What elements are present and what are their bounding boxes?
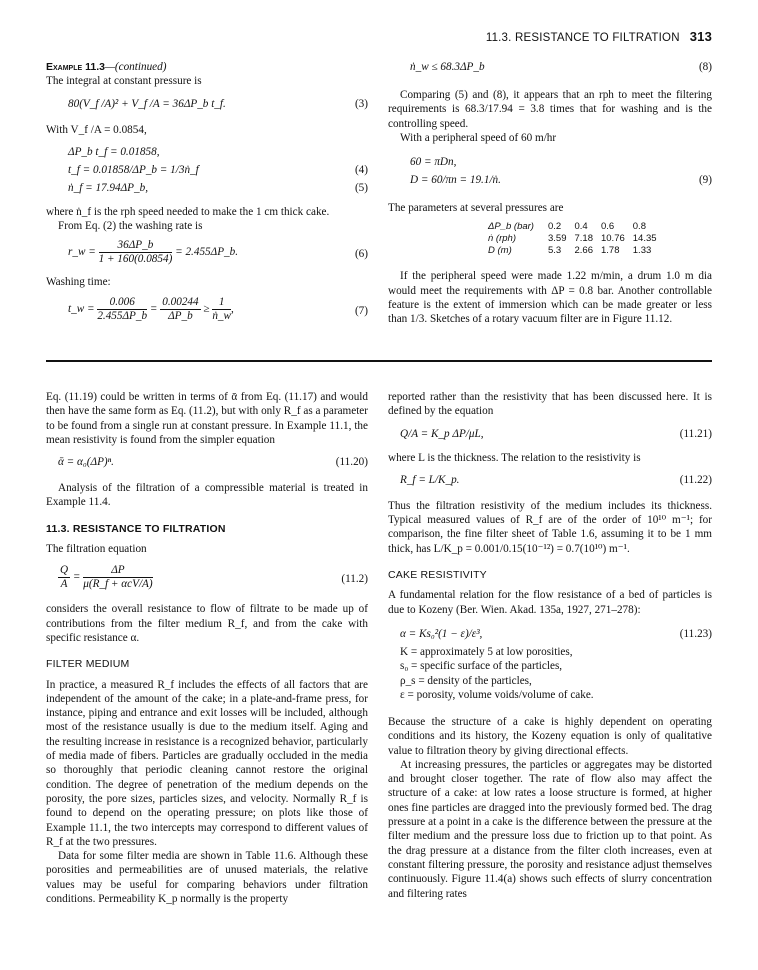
equation-11-21-math: Q/A = K_p ΔP/μL, — [400, 427, 484, 440]
pressure-effects-paragraph: At increasing pressures, the particles or aggregates may be distorted and brought closer together. The rate of flow also may affect the structure of a cake: at low rates a loose structure is formed, at higher ones fine particles are dragged into the previously formed bed. The drag pressure at a point in a cake is the difference between the pressure at the filter medium and the pressure loss due to friction up to that point. As the drag pressure at a distance from the filter cloth increases, even at constant filtering pressure, the porosity and resistance adjust themselves continuously. Figure 11.4(a) shows such effects of slurry concentration and filtering rates — [388, 758, 712, 900]
equation-9-math: D = 60/πn = 19.1/ṅ. — [410, 174, 501, 187]
parameters-cell: 2.66 — [574, 245, 593, 257]
running-header — [486, 30, 712, 45]
equation-7-f2-top: 0.00244 — [162, 295, 199, 308]
equation-3 — [68, 97, 368, 115]
kozeny-paragraph: A fundamental relation for the flow resistance of a bed of particles is due to Kozeny (Ber. Wien. Akad. 135a, 1927, 271–278): — [388, 589, 712, 616]
example-continued: —(continued) — [104, 61, 167, 73]
definitions-list — [400, 645, 712, 703]
parameters-table — [484, 221, 661, 257]
equation-7-fraction-2 — [160, 296, 200, 323]
equation-8 — [410, 60, 712, 78]
equation-11-2-rhs-bottom: μ(R_f + αcV/A) — [83, 578, 153, 591]
washing-text: Washing time: — [46, 276, 111, 289]
peripheral-speed-text: With a peripheral speed of 60 m/hr — [400, 131, 557, 144]
equation-11-2-lhs-top: Q — [60, 564, 69, 577]
definition-item: ε = porosity, volume voids/volume of cake. — [400, 689, 594, 702]
filter-medium-paragraph: In practice, a measured R_f includes the effects of all factors that are independent of the amount of the cake; in a plate-and-frame press, for instance, piping and entrance and exit losses will be included, although most of the resistance usually is due to the medium itself. Aging and the resulting increase in resistance is a recognized behavior, particularly of media made of fibers. Particles are gradually occluded in the media so thoroughly that periodic cleaning cannot restore the original condition. The degree of penetration of the medium depends on the porosity, the pore sizes, particles sizes, and velocity. Normally R_f is found to depend on the operating pressure; on plots like those of Example 11.1, the two intercepts may correspond to different values of R_f at the two pressures. — [46, 678, 368, 848]
parameters-cell: 1.33 — [632, 245, 652, 257]
section-title: 11.3. RESISTANCE TO FILTRATION — [46, 522, 226, 535]
equation-6-numerator: 36ΔP_b — [99, 239, 173, 253]
equation-7-lhs: t_w = — [68, 302, 95, 315]
equation-6-lhs: r_w = — [68, 246, 96, 259]
equation-11-2: $\frac{Q}{A}$ = $\frac{\Delta P}{\text{μ(R\_f + αcV/A)}}$ (11.2) — [60, 564, 368, 591]
permeability-paragraph: reported rather than the resistivity that has been discussed here. It is defined by the equation — [388, 391, 712, 418]
top-right-column — [388, 60, 712, 327]
where-text: where ṅ_f is the rph speed needed to make the 1 cm thick cake. — [46, 205, 330, 218]
resistivity-paragraph: Thus the filtration resistivity of the medium includes its thickness. Typical measured values of R_f are of the order of 10¹⁰ m⁻¹; for comparison, the fine filter sheet of Table 1.6, assuming it to be 1 mm thick, has L/K_p = 0.001/0.15(10⁻¹²) = 0.7(10¹⁰) m⁻¹. — [388, 499, 712, 555]
equation-8-math: ṅ_w ≤ 68.3ΔP_b — [410, 61, 485, 73]
integral-text: The integral at constant pressure is — [46, 75, 202, 88]
parameters-label: ṅ (rph) — [488, 233, 516, 245]
compressible-paragraph: Analysis of the filtration of a compressible material is treated in Example 11.4. — [46, 482, 368, 509]
parameters-cell: 0.4 — [574, 221, 588, 233]
equation-11-20-number: (11.20) — [335, 456, 368, 469]
equation-9-number: (9) — [698, 174, 712, 187]
section-divider — [46, 360, 712, 362]
equation-11-20-math: ᾱ = α₀(ΔP)ⁿ. — [58, 456, 114, 469]
parameters-label: ΔP_b (bar) — [488, 221, 534, 233]
equation-7-fraction-1 — [97, 296, 147, 323]
equation-11-21-number: (11.21) — [679, 427, 712, 440]
equation-7-f3-bottom: ṅ_w — [212, 309, 231, 322]
equation-11-22 — [400, 473, 712, 491]
equation-9 — [410, 173, 712, 191]
equation-11-22-math: R_f = L/K_p. — [400, 473, 460, 486]
equation-4 — [68, 163, 368, 181]
equation-11-21 — [400, 427, 712, 445]
parameters-cell: 0.6 — [600, 221, 615, 233]
definition-item: s₀ = specific surface of the particles, — [400, 660, 563, 673]
equation-7: t_w = $\frac{0.006}{2.455\Delta P\_b}$ = $\frac{0.00244}{\Delta P\_b}$ ≥ $\frac{1}{\text{ṅ\_w}}$ , (7) — [68, 295, 368, 322]
equation-7-f1-bottom: 2.455ΔP_b — [97, 309, 148, 322]
comparing-text: Comparing (5) and (8), it appears that an rph to meet the filtering requirements is 68.3/17.94 = 3.8 times that for washing and is the controlling speed. — [388, 89, 712, 130]
equation-7-number: (7) — [354, 304, 368, 317]
example-heading — [46, 60, 368, 74]
equation-4-number: (4) — [354, 163, 368, 176]
cake-resistivity-heading: CAKE RESISTIVITY — [388, 569, 487, 582]
parameters-cell: 5.3 — [547, 245, 562, 257]
with-text: With V_f /A = 0.0854, — [46, 123, 147, 136]
page-number: 313 — [689, 29, 712, 44]
parameters-row — [484, 221, 661, 233]
parameters-cell: 1.78 — [600, 245, 620, 257]
equation-4-math: t_f = 0.01858/ΔP_b = 1/3ṅ_f — [68, 163, 199, 176]
equation-9a — [410, 155, 712, 173]
equation-8-number: (8) — [698, 61, 712, 73]
equation-11-20 — [58, 455, 368, 473]
equation-7-f1-top: 0.006 — [97, 296, 147, 310]
parameters-cell: 7.18 — [574, 233, 593, 245]
cake-structure-paragraph: Because the structure of a cake is highly dependent on operating conditions and its history, the Kozeny equation is only of qualitative value to filtration theory by giving directional effects. — [388, 715, 712, 757]
equation-11-22-number: (11.22) — [679, 473, 712, 486]
equation-6-denominator: 1 + 160(0.0854) — [98, 253, 173, 266]
parameters-cell: 0.8 — [632, 221, 646, 233]
equation-9a-math: 60 = πDn, — [410, 156, 457, 169]
equation-11-23 — [400, 627, 712, 645]
equation-11-2-number: (11.2) — [341, 573, 368, 586]
equation-a-math: ΔP_b t_f = 0.01858, — [68, 145, 160, 158]
parameters-row — [484, 233, 661, 245]
definition-item: ρ_s = density of the particles, — [400, 674, 532, 687]
parameters-text: The parameters at several pressures are — [388, 202, 564, 215]
top-left-column — [46, 60, 368, 326]
equation-11-2-lhs-bottom: A — [60, 578, 68, 591]
running-title: 11.3. RESISTANCE TO FILTRATION — [485, 32, 680, 44]
equation-3-number: (3) — [354, 97, 368, 110]
equation-6-number: (6) — [354, 248, 368, 261]
equation-5 — [68, 181, 368, 199]
equation-11-23-math: α = Ks₀²(1 − ε)/ε³, — [400, 627, 483, 640]
filter-media-data-paragraph: Data for some filter media are shown in Table 11.6. Although these porosities and permeabilities are of unused materials, the relative values may be useful for comparing behaviors under filtration conditions. Permeability K_p normally is the property — [46, 850, 368, 906]
from-text: From Eq. (2) the washing rate is — [58, 220, 203, 233]
equation-7-f3-top: 1 — [212, 296, 231, 310]
parameters-cell: 0.2 — [547, 221, 562, 233]
peripheral-speed-paragraph: If the peripheral speed were made 1.22 m/min, a drum 1.0 m dia would meet the requirements with ΔP = 0.8 bar. Another controllable feature is the extent of immersion which can be made greater or less than 1/3. Sketches of a rotary vacuum filter are in Figure 11.12. — [388, 270, 712, 326]
equation-11-2-rhs — [83, 564, 152, 591]
equation-7-fraction-3 — [212, 296, 231, 323]
bottom-right-column — [388, 390, 712, 901]
equation-11-2-rhs-top: ΔP — [83, 564, 152, 578]
equation-5-math: ṅ_f = 17.94ΔP_b, — [68, 181, 148, 194]
parameters-cell: 3.59 — [547, 233, 567, 245]
equation-a — [68, 145, 368, 163]
equation-6-rhs: = 2.455ΔP_b. — [175, 246, 239, 259]
parameters-cell: 14.35 — [632, 233, 657, 245]
definition-item: K = approximately 5 at low porosities, — [400, 645, 573, 658]
equation-6-fraction — [99, 239, 173, 266]
equation-7-f2-bottom: ΔP_b — [168, 309, 193, 322]
equation-11-2-lhs — [58, 564, 70, 591]
filter-medium-heading: FILTER MEDIUM — [46, 658, 130, 671]
parameters-row — [484, 245, 661, 257]
bottom-left-column — [46, 390, 368, 906]
thickness-text: where L is the thickness. The relation to the resistivity is — [388, 451, 641, 464]
parameters-label: D (m) — [488, 245, 512, 257]
eq-1119-paragraph: Eq. (11.19) could be written in terms of ᾱ from Eq. (11.17) and would then have the same form as Eq. (11.2), but with only R_f as a parameter to be found from a single run at constant pressure. In Example 11.1, the mean resistivity is found from the simpler equation — [46, 391, 368, 446]
example-title: Example 11.3 — [46, 61, 105, 73]
equation-5-number: (5) — [354, 181, 368, 194]
overall-resistance-paragraph: considers the overall resistance to flow of filtrate to be made up of contributions from the filter medium R_f, and from the cake with specific resistance α. — [46, 603, 368, 644]
filtration-equation-text: The filtration equation — [46, 543, 147, 556]
equation-11-23-number: (11.23) — [679, 627, 712, 640]
equation-3-math: 80(V_f /A)² + V_f /A = 36ΔP_b t_f. — [68, 97, 226, 110]
equation-6 — [68, 239, 368, 269]
parameters-cell: 10.76 — [600, 233, 625, 245]
